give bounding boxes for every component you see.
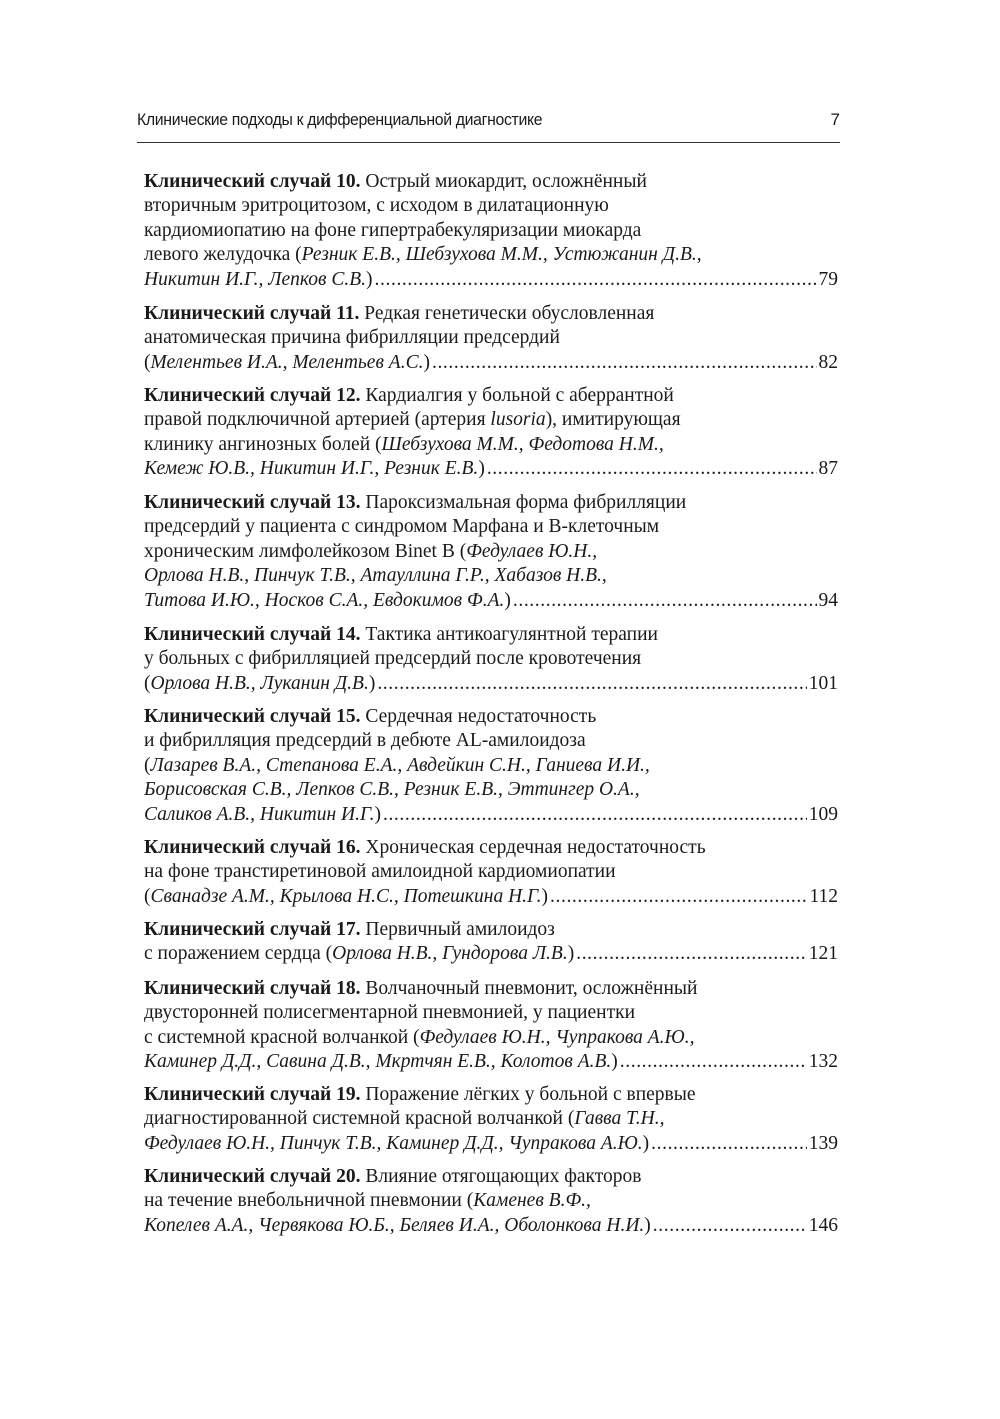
entry-text: Влияние отягощающих факторов — [365, 1166, 642, 1187]
entry-text: ) — [504, 589, 511, 611]
entry-line — [144, 491, 838, 515]
entry-authors: Орлова Н.В., Луканин Д.В. — [150, 672, 369, 694]
entry-authors: Орлова Н.В., Гундорова Л.В. — [332, 943, 568, 965]
entry-line — [144, 302, 838, 326]
entry-line — [144, 515, 838, 539]
entry-line — [144, 729, 838, 753]
entry-line — [144, 408, 838, 432]
entry-last-line — [144, 268, 838, 292]
entry-case-label: Клинический случай 18. — [144, 978, 361, 999]
toc-entry[interactable] — [144, 170, 838, 292]
entry-case-label: Клинический случай 14. — [144, 624, 361, 645]
entry-page-number[interactable]: 139 — [808, 1132, 838, 1154]
toc-entry[interactable] — [144, 918, 838, 967]
entry-line — [144, 194, 838, 218]
toc-entry[interactable] — [144, 491, 838, 613]
entry-line — [144, 384, 838, 408]
entry-text: Сердечная недостаточность — [365, 706, 597, 727]
entry-text: с системной красной волчанкой ( — [144, 1026, 420, 1048]
entry-authors: Борисовская С.В., Лепков С.В., Резник Е.В., Эттингер О.А., — [144, 779, 640, 801]
entry-last-line — [144, 589, 838, 613]
entry-line — [144, 243, 838, 267]
entry-case-label: Клинический случай 20. — [144, 1166, 361, 1187]
toc-entry[interactable] — [144, 836, 838, 909]
entry-authors: Мелентьев И.А., Мелентьев А.С. — [150, 351, 424, 373]
entry-authors: Копелев А.А., Червякова Ю.Б., Беляев И.А., Оболонкова Н.И. — [144, 1214, 645, 1236]
leader-dots — [375, 268, 817, 292]
entry-page-number[interactable]: 112 — [809, 885, 838, 907]
entry-page-number[interactable]: 109 — [808, 803, 838, 825]
entry-last-line — [144, 351, 838, 375]
entry-case-label: Клинический случай 15. — [144, 706, 361, 727]
entry-authors: Лазарев В.А., Степанова Е.А., Авдейкин С.Н., Ганиева И.И., — [150, 754, 650, 776]
entry-text: ) — [642, 1132, 650, 1154]
entry-text: Острый миокардит, осложнённый — [365, 171, 647, 192]
leader-dots — [550, 885, 807, 909]
leader-dots — [620, 1050, 807, 1074]
entry-line — [144, 326, 838, 350]
entry-authors: Саликов А.В., Никитин И.Г. — [144, 803, 375, 825]
entry-authors: Резник Е.В., Шебзухова М.М., Устюжанин Д.В., — [301, 244, 702, 266]
entry-text: ), имитирующая — [545, 409, 681, 431]
entry-text: ( — [144, 672, 151, 694]
entry-last-line — [144, 1132, 838, 1156]
entry-case-label: Клинический случай 16. — [144, 837, 361, 858]
entry-page-number[interactable]: 79 — [818, 268, 838, 290]
leader-dots — [576, 942, 807, 966]
entry-authors: Каминер Д.Д., Савина Д.В., Мкртчян Е.В., Колотов А.В. — [144, 1051, 612, 1073]
entry-authors: Орлова Н.В., Пинчук Т.В., Атауллина Г.Р., Хабазов Н.В., — [144, 565, 607, 587]
entry-text: ) — [423, 351, 430, 373]
entry-authors: Шебзухова М.М., Федотова Н.М., — [381, 433, 664, 455]
entry-text: ) — [567, 943, 575, 965]
entry-text: ( — [144, 885, 151, 907]
entry-text: ) — [374, 803, 381, 825]
entry-text: клинику ангинозных болей ( — [144, 433, 382, 455]
entry-line — [144, 860, 838, 884]
entry-authors: Сванадзе А.М., Крылова Н.С., Потешкина Н.Г. — [150, 885, 542, 907]
entry-last-line — [144, 942, 838, 966]
entry-text: Редкая генетически обусловленная — [364, 303, 655, 324]
entry-last-line — [144, 885, 838, 909]
entry-text: на течение внебольничной пневмонии ( — [144, 1190, 474, 1212]
entry-text: Первичный амилоидоз — [365, 919, 555, 940]
entry-line — [144, 836, 838, 860]
entry-text: левого желудочка ( — [144, 244, 302, 266]
leader-dots — [651, 1132, 807, 1156]
entry-authors: lusoria — [490, 409, 546, 431]
leader-dots — [432, 351, 817, 375]
entry-case-label: Клинический случай 11. — [144, 303, 360, 324]
entry-line — [144, 1189, 838, 1213]
entry-text: кардиомиопатию на фоне гипертрабекуляризации миокарда — [144, 219, 642, 241]
entry-line — [144, 433, 838, 457]
entry-text: с поражением сердца ( — [144, 943, 333, 965]
entry-text: ) — [478, 458, 485, 480]
entry-text: ) — [541, 885, 549, 907]
entry-line — [144, 918, 838, 942]
leader-dots — [653, 1214, 807, 1238]
entry-text: ( — [144, 754, 151, 776]
entry-page-number[interactable]: 146 — [808, 1214, 838, 1236]
entry-text: диагностированной системной красной волчанкой ( — [144, 1108, 575, 1130]
entry-text: двусторонней полисегментарной пневмонией, у пациентки — [144, 1002, 636, 1024]
entry-case-label: Клинический случай 17. — [144, 919, 361, 940]
entry-text: правой подключичной артерией (артерия — [144, 409, 491, 431]
entry-text: у больных с фибрилляцией предсердий после кровотечения — [144, 648, 642, 670]
entry-text: ) — [366, 268, 373, 290]
entry-line — [144, 1026, 838, 1050]
entry-authors: Федулаев Ю.Н., — [466, 540, 598, 562]
entry-page-number[interactable]: 101 — [808, 672, 838, 694]
entry-line — [144, 1107, 838, 1131]
entry-page-number[interactable]: 121 — [808, 943, 838, 965]
leader-dots — [487, 457, 817, 481]
entry-line — [144, 564, 838, 588]
entry-text: ) — [368, 672, 376, 694]
entry-last-line — [144, 1050, 838, 1074]
entry-authors: Никитин И.Г., Лепков С.В. — [144, 268, 367, 290]
entry-text: ( — [144, 351, 151, 373]
entry-page-number[interactable]: 87 — [818, 458, 838, 480]
entry-page-number[interactable]: 94 — [818, 589, 838, 611]
entry-text: ) — [644, 1214, 651, 1236]
entry-page-number[interactable]: 82 — [818, 351, 838, 373]
entry-line — [144, 1083, 838, 1107]
leader-dots — [513, 589, 817, 613]
entry-page-number[interactable]: 132 — [808, 1051, 838, 1073]
toc-entry[interactable] — [144, 302, 838, 375]
toc-entry[interactable] — [144, 1083, 838, 1156]
toc-entry[interactable] — [144, 1165, 838, 1238]
entry-authors: Титова И.Ю., Носков С.А., Евдокимов Ф.А. — [144, 589, 505, 611]
entry-text: вторичным эритроцитозом, с исходом в дилатационную — [144, 195, 609, 217]
leader-dots — [383, 803, 807, 827]
entry-line — [144, 540, 838, 564]
entry-line — [144, 219, 838, 243]
entry-text: и фибрилляция предсердий в дебюте AL-амилоидоза — [144, 730, 586, 752]
leader-dots — [377, 672, 806, 696]
entry-last-line — [144, 803, 838, 827]
entry-case-label: Клинический случай 19. — [144, 1084, 361, 1105]
entry-line — [144, 754, 838, 778]
entry-text: Тактика антикоагулянтной терапии — [365, 624, 658, 645]
entry-case-label: Клинический случай 12. — [144, 385, 361, 406]
toc-entry[interactable] — [144, 705, 838, 827]
toc-entry[interactable] — [144, 384, 838, 482]
entry-text: Хроническая сердечная недостаточность — [365, 837, 706, 858]
entry-text: на фоне транстиретиновой амилоидной кардиомиопатии — [144, 861, 616, 883]
entry-text: Кардиалгия у больной с аберрантной — [365, 385, 674, 406]
toc-entry[interactable] — [144, 623, 838, 696]
entry-text: Волчаночный пневмонит, осложнённый — [365, 978, 698, 999]
entry-authors: Федулаев Ю.Н., Пинчук Т.В., Каминер Д.Д., Чупракова А.Ю. — [144, 1132, 643, 1154]
entry-line — [144, 1165, 838, 1189]
entry-last-line — [144, 1214, 838, 1238]
entry-line — [144, 623, 838, 647]
entry-line — [144, 170, 838, 194]
entry-text: анатомическая причина фибрилляции предсердий — [144, 327, 560, 349]
entry-last-line — [144, 457, 838, 481]
entry-case-label: Клинический случай 13. — [144, 492, 361, 513]
running-header — [137, 108, 840, 143]
entry-text: Поражение лёгких у больной с впервые — [365, 1084, 696, 1105]
entry-line — [144, 1001, 838, 1025]
entry-authors: Каменев В.Ф., — [473, 1190, 591, 1212]
entry-text: Пароксизмальная форма фибрилляции — [365, 492, 687, 513]
entry-line — [144, 705, 838, 729]
entry-line — [144, 647, 838, 671]
entry-authors: Федулаев Ю.Н., Чупракова А.Ю., — [419, 1026, 695, 1048]
running-header-title: Клинические подходы к дифференциальной диагностике — [137, 110, 543, 129]
entry-case-label: Клинический случай 10. — [144, 171, 361, 192]
entry-line — [144, 977, 838, 1001]
entry-last-line — [144, 672, 838, 696]
entry-line — [144, 778, 838, 802]
toc-entry[interactable] — [144, 977, 838, 1075]
entry-authors: Гавва Т.Н., — [574, 1108, 665, 1130]
entry-text: ) — [611, 1051, 618, 1073]
page-number: 7 — [830, 110, 840, 129]
entry-text: хроническим лимфолейкозом Binet B ( — [144, 540, 467, 562]
entry-text: предсердий у пациента с синдромом Марфана и B-клеточным — [144, 516, 660, 538]
entry-authors: Кемеж Ю.В., Никитин И.Г., Резник Е.В. — [144, 458, 479, 480]
